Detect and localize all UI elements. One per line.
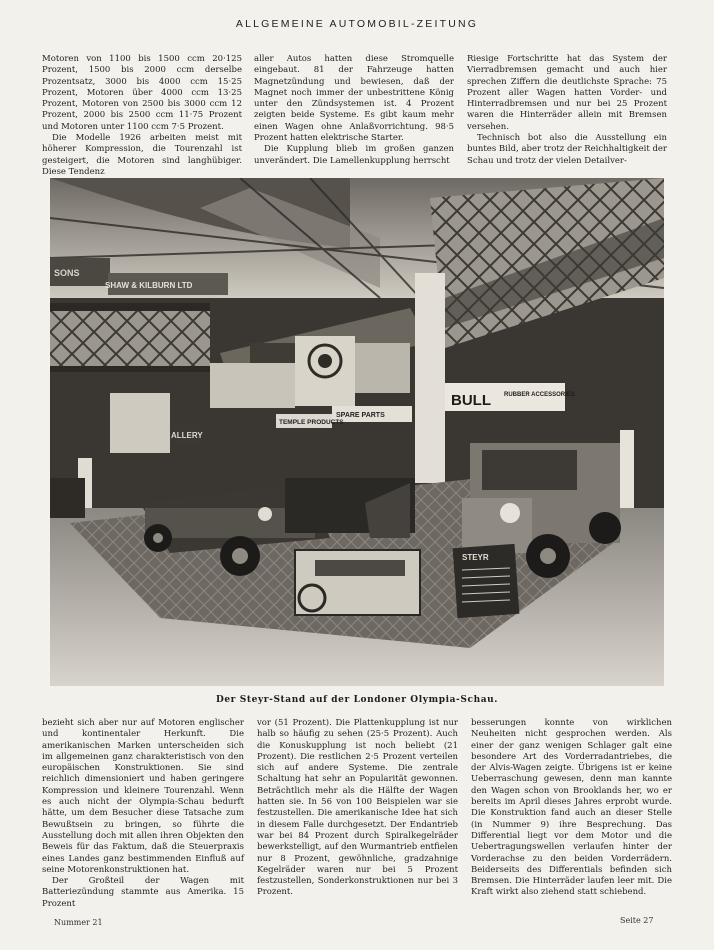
bottom-column-2 [257, 718, 458, 899]
paragraph: Technisch bot also die Ausstellung ein buntes Bild, aber trotz der Reichhaltigkeit der Schau und trotz der vielen Detailver- [467, 133, 667, 166]
sign-temple-products: TEMPLE PRODUCTS [279, 419, 344, 426]
sign-spare-parts: SPARE PARTS [336, 412, 385, 419]
paragraph: besserungen konnte von wirklichen Neuheiten nicht gesprochen werden. Als einer der ganz wenigen Schlager galt eine besondere Art des Vorderradantriebes, die der Alvis-Wagen zeigte. Übrigens ist er keine Ueberraschung gewesen, denn man kannte den Wagen schon von Brooklands her, wo er bereits im April dieses Jahres erprobt wurde. Die Konstruktion fand auch an dieser Stelle (in Nummer 9) ihre Besprechung. Das Differential liegt vor dem Motor und die Uebertragungswellen verlaufen hinter der Vorderachse zu den beiden Vorderrädern. Beiderseits des Differentials befinden sich Bremsen. Die Hinterräder laufen leer mit. Die Kraft wirkt also ziehend statt schiebend. [471, 718, 672, 898]
bottom-column-3 [471, 718, 672, 899]
sign-shaw-kilburn: SHAW & KILBURN LTD [105, 281, 193, 290]
top-column-2 [254, 54, 454, 167]
photo-caption: Der Steyr-Stand auf der Londoner Olympia-Schau. [215, 695, 499, 705]
sign-bull: BULL [451, 392, 491, 409]
sign-rubber-accessories: RUBBER ACCESSORIES [504, 392, 575, 398]
sign-steyr: STEYR [462, 553, 489, 562]
page-number: Seite 27 [620, 916, 654, 925]
bottom-column-1 [42, 718, 244, 910]
top-column-3 [467, 54, 667, 167]
steyr-stand-photo-illustration [50, 178, 664, 686]
paragraph: Motoren von 1100 bis 1500 ccm 20·125 Prozent, 1500 bis 2000 ccm derselbe Prozentsatz, 3000 bis 4000 ccm 15·25 Prozent, Motoren über 4000 ccm 13·25 Prozent, Motoren von 2500 bis 3000 ccm 12 Prozent, 2000 bis 2500 ccm 11·75 Prozent und Motoren unter 1100 ccm 7·5 Prozent. [42, 54, 242, 132]
paragraph: vor (51 Prozent). Die Plattenkupplung ist nur halb so häufig zu sehen (25·5 Prozent). Auch die Konuskupplung ist noch beliebt (21 Prozent). Die restlichen 2·5 Prozent verteilen sich auf andere Systeme. Die zentrale Schaltung hat sehr an Popularität gewonnen. Beträchtlich mehr als die Hälfte der Wagen hatten sie. In 56 von 100 Beispielen war sie festzustellen. Die amerikanische Idee hat sich in diesem Falle durchgesetzt. Der Endantrieb war bei 84 Prozent durch Spiralkegelräder bewerkstelligt, auf den Wurmantrieb entfielen nur 8 Prozent, gewöhnliche, gradzahnige Kegelräder waren nur bei 5 Prozent festzustellen, Sonderkonstruktionen nur bei 3 Prozent. [257, 718, 458, 898]
paragraph: bezieht sich aber nur auf Motoren englischer und kontinentaler Herkunft. Die amerikanischen Marken unterscheiden sich im allgemeinen ganz charakteristisch von den europäischen Konstruktionen. Sie sind reichlich dimensioniert und haben geringere Kompression und kleinere Tourenzahl. Wenn es auch nicht der Olympia-Schau bedurft hätte, um dem Besucher diese Tatsache zum Bewußtsein zu bringen, so führte die Ausstellung doch mit allen ihren Objekten den Beweis für das Faktum, daß die Steuerpraxis eines Landes ganz bestimmenden Einfluß auf seine Motorenkonstruktionen hat. [42, 718, 244, 875]
sign-sons: SONS [54, 268, 80, 278]
paragraph: aller Autos hatten diese Stromquelle eingebaut. 81 der Fahrzeuge hatten Magnetzündung und bewiesen, daß der Magnet noch immer der unbestrittene König unter den Zündsystemen ist. 4 Prozent zeigten beide Systeme. Es gibt kaum mehr einen Wagen ohne Anlaßvorrichtung. 98·5 Prozent hatten elektrische Starter. [254, 54, 454, 144]
sign-gallery: ALLERY [171, 431, 203, 440]
page-header: ALLGEMEINE AUTOMOBIL-ZEITUNG [235, 18, 479, 30]
paragraph: Die Kupplung blieb im großen ganzen unverändert. Die Lamellenkupplung herrscht [254, 144, 454, 166]
exhibition-photo [50, 178, 664, 686]
paragraph: Riesige Fortschritte hat das System der Vierradbremsen gemacht und auch hier sprechen Ziffern die deutlichste Sprache: 75 Prozent aller Wagen hatten Vorder- und Hinterradbremsen und nur bei 25 Prozent waren die Hinterräder allein mit Bremsen versehen. [467, 54, 667, 132]
issue-number: Nummer 21 [54, 918, 103, 927]
top-column-1 [42, 54, 242, 178]
paragraph: Der Großteil der Wagen mit Batteriezündung stammte aus Amerika. 15 Prozent [42, 876, 244, 909]
paragraph: Die Modelle 1926 arbeiten meist mit höherer Kompression, die Tourenzahl ist gesteigert, die Motoren sind langhübiger. Diese Tendenz [42, 133, 242, 177]
